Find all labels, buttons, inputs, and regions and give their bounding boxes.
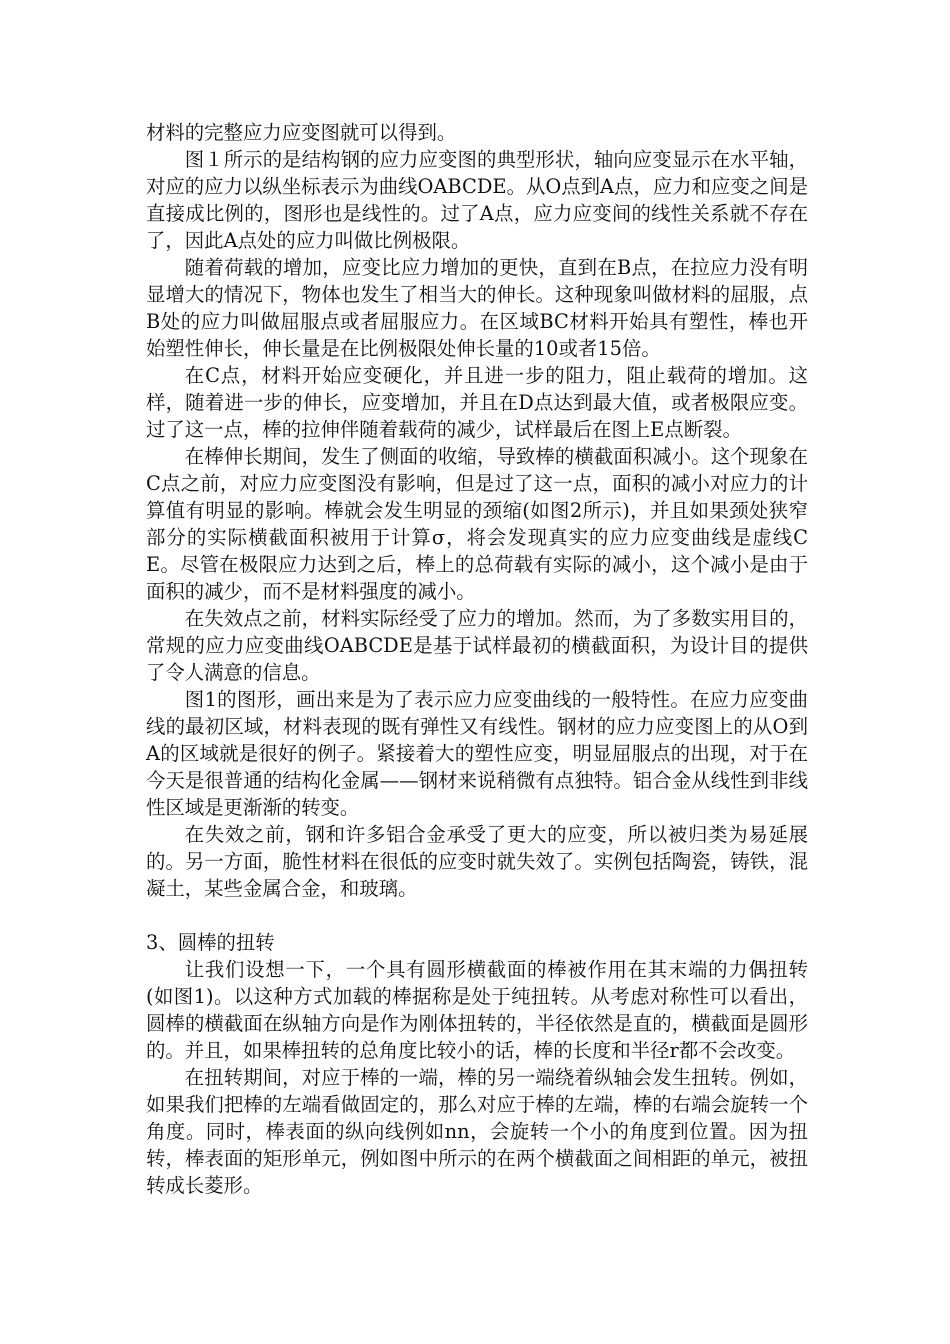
section-heading: 3、圆棒的扭转 (146, 931, 275, 954)
section-spacer (146, 902, 808, 929)
paragraph-strain-hardening: 在C点，材料开始应变硬化，并且进一步的阻力，阻止载荷的增加。这样，随着进一步的伸长，应变增加，并且在D点达到最大值，或者极限应变。过了这一点，棒的拉伸伴随着载荷的减少，试样最后在图上E点断裂。 (146, 364, 808, 441)
paragraph-figure1-description: 图１所示的是结构钢的应力应变图的典型形状，轴向应变显示在水平轴，对应的应力以纵坐标表示为曲线OABCDE。从O点到A点，应力和应变之间是直接成比例的，图形也是线性的。过了A点，应力应变间的线性关系就不存在了，因此A点处的应力叫做比例极限。 (146, 148, 808, 252)
paragraph-necking: 在棒伸长期间，发生了侧面的收缩，导致棒的横截面积减小。这个现象在C点之前，对应力应变图没有影响，但是过了这一点，面积的减小对应力的计算值有明显的影响。棒就会发生明显的颈缩(如图2所示)，并且如果颈处狭窄部分的实际横截面积被用于计算σ，将会发现真实的应力应变曲线是虚线CE。尽管在极限应力达到之后，棒上的总荷载有实际的减小，这个减小是由于面积的减少，而不是材料强度的减小。 (146, 445, 808, 603)
paragraph-yielding: 随着荷载的增加，应变比应力增加的更快，直到在B点，在拉应力没有明显增大的情况下，物体也发生了相当大的伸长。这种现象叫做材料的屈服，点B处的应力叫做屈服点或者屈服应力。在区域BC材料开始具有塑性，棒也开始塑性伸长，伸长量是在比例极限处伸长量的10或者15倍。 (146, 256, 808, 360)
paragraph-general-characteristics: 图1的图形，画出来是为了表示应力应变曲线的一般特性。在应力应变曲线的最初区域，材料表现的既有弹性又有线性。钢材的应力应变图上的从O到A的区域就是很好的例子。紧接着大的塑性应变，明显屈服点的出现，对于在今天是很普通的结构化金属——钢材来说稍微有点独特。铝合金从线性到非线性区域是更渐渐的转变。 (146, 688, 808, 819)
paragraph-failure-point: 在失效点之前，材料实际经受了应力的增加。然而，为了多数实用目的，常规的应力应变曲线OABCDE是基于试样最初的横截面积，为设计目的提供了令人满意的信息。 (146, 607, 808, 684)
document-body (146, 119, 808, 1199)
paragraph-continuation: 材料的完整应力应变图就可以得到。 (146, 121, 457, 144)
paragraph-pure-torsion: 让我们设想一下，一个具有圆形横截面的棒被作用在其末端的力偶扭转(如图1)。以这种方式加载的棒据称是处于纯扭转。从考虑对称性可以看出，圆棒的横截面在纵轴方向是作为刚体扭转的，半径依然是直的，横截面是圆形的。并且，如果棒扭转的总角度比较小的话，棒的长度和半径r都不会改变。 (146, 958, 808, 1062)
paragraph-ductile-brittle: 在失效之前，钢和许多铝合金承受了更大的应变，所以被归类为易延展的。另一方面，脆性材料在很低的应变时就失效了。实例包括陶瓷，铸铁，混凝土，某些金属合金，和玻璃。 (146, 823, 808, 900)
paragraph-twisting: 在扭转期间，对应于棒的一端，棒的另一端绕着纵轴会发生扭转。例如，如果我们把棒的左端看做固定的，那么对应于棒的左端，棒的右端会旋转一个角度。同时，棒表面的纵向线例如nn，会旋转一个小的角度到位置。因为扭转，棒表面的矩形单元，例如图中所示的在两个横截面之间相距的单元，被扭转成长菱形。 (146, 1066, 808, 1197)
